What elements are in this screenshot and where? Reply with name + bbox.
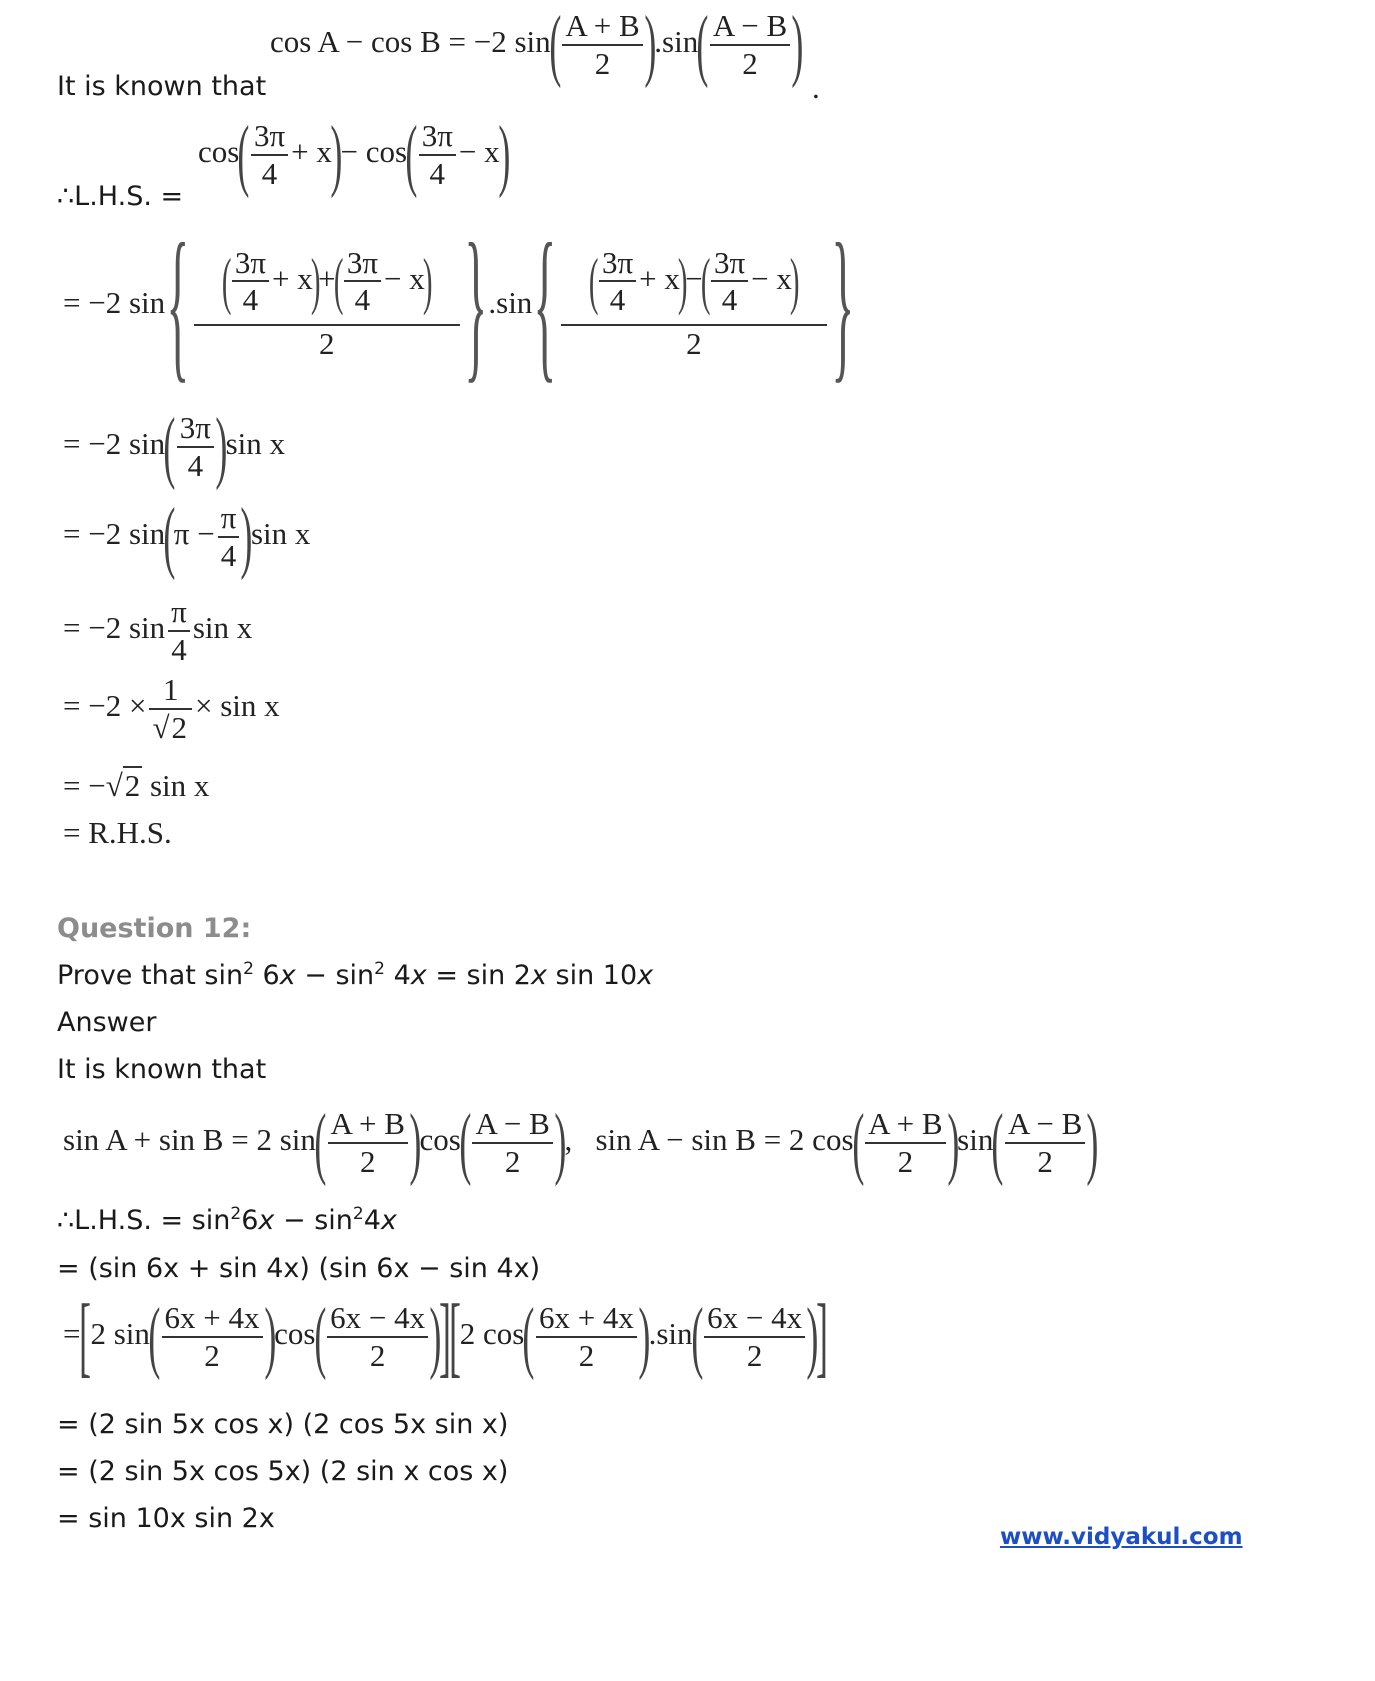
known-text: It is known that xyxy=(57,71,267,102)
step-2: = −2 sin( $\frac{3\pi}{4}$ )sin x xyxy=(63,402,286,491)
known-text-2: It is known that xyxy=(57,1054,267,1085)
answer-label: Answer xyxy=(57,1007,157,1038)
question-statement: Prove that $\sin^2 6x - \sin^2 4x = \sin 2x$ sin 10x xyxy=(57,959,654,991)
q-step-5: = (2 sin 5x cos 5x) (2 sin x cos x) xyxy=(57,1456,509,1487)
q-step-3: =[2 sin( $\frac{6x + 4x}{2}$ )cos( $\frac{6x - 4x}{2}$ )][2 cos( $\frac{6x + 4x}{2}$ ).sin( $\frac{6x - 4x}{2}$ )] xyxy=(63,1286,828,1386)
sin-identities: sin A + sin B = 2 sin( $\frac{A + B}{2}$ )cos( $\frac{A - B}{2}$ ), sin A − sin B = 2 cos( $\frac{A + B}{2}$ )sin( $\frac{A - B}{2}$ ) xyxy=(63,1098,1099,1187)
step-6: = −√2 sin x xyxy=(63,768,210,803)
step-4: = −2 sin $\frac{\pi}{4}$ sin x xyxy=(63,594,253,667)
step-3: = −2 sin(π − $\frac{\pi}{4}$ )sin x xyxy=(63,492,311,581)
q-step-6: = sin 10x sin 2x xyxy=(57,1503,275,1534)
step-5: = −2 × $\frac{1}{√2}$ × sin x xyxy=(63,672,280,745)
lhs-label: ∴L.H.S. = xyxy=(57,181,184,212)
identity-dot: . xyxy=(812,70,820,105)
q-step-2: = (sin 6x + sin 4x) (sin 6x − sin 4x) xyxy=(57,1253,541,1284)
q-step-1: ∴L.H.S. = $\sin^26x - \sin^24x$ xyxy=(57,1204,397,1236)
lhs-expression: cos( $\frac{3\pi}{4}$ + x)− cos( $\frac{3\pi}{4}$ − x) xyxy=(198,110,510,199)
vidyakul-link[interactable]: www.vidyakul.com xyxy=(1000,1524,1243,1550)
cos-difference-identity: cos A − cos B = −2 sin( $\frac{A + B}{2}$ ).sin( $\frac{A - B}{2}$ ) xyxy=(270,0,804,89)
q-step-4: = (2 sin 5x cos x) (2 cos 5x sin x) xyxy=(57,1409,509,1440)
question-heading: Question 12: xyxy=(57,913,252,944)
step-7: = R.H.S. xyxy=(63,815,172,850)
step-1: = −2 sin{ ( $\frac{3\pi}{4}$ + x)+( $\frac{3\pi}{4}$ − x) 2 }.sin{ ( $\frac{3\pi}{4}$ + x)−( $\frac{3\pi}{4}$ − x) 2 } xyxy=(63,209,855,397)
